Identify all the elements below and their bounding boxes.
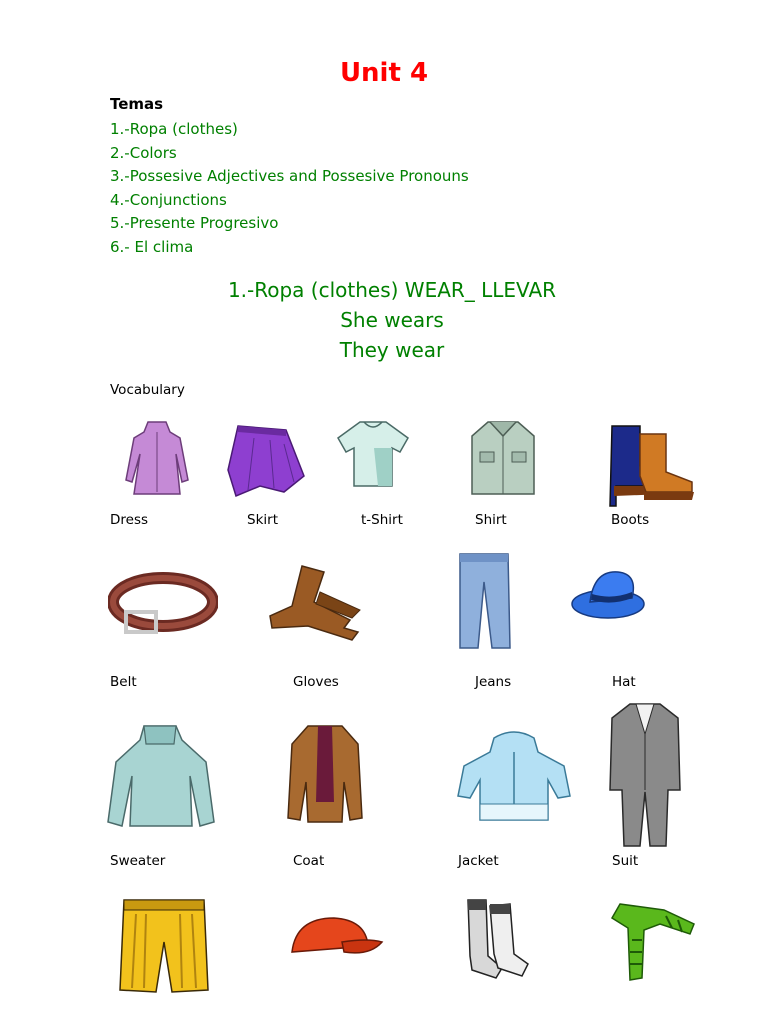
cap-image xyxy=(282,912,384,962)
shirt-image xyxy=(466,418,540,498)
temas-list xyxy=(110,118,469,260)
temas-item: 3.-Possesive Adjectives and Possesive Pronouns xyxy=(110,167,469,186)
label-hat: Hat xyxy=(612,674,636,690)
section-heading: 1.-Ropa (clothes) WEAR_ LLEVAR xyxy=(227,278,557,302)
gloves-image xyxy=(262,562,366,644)
temas-item: 4.-Conjunctions xyxy=(110,190,227,209)
jacket-image xyxy=(454,730,574,824)
temas-item: 2.-Colors xyxy=(110,143,177,162)
label-shirt: Shirt xyxy=(475,512,507,528)
socks-image xyxy=(462,896,530,980)
skirt-image xyxy=(224,420,308,498)
label-sweater: Sweater xyxy=(110,853,166,869)
dress-image xyxy=(118,418,196,498)
label-belt: Belt xyxy=(110,674,137,690)
boots-image xyxy=(606,420,698,510)
vocabulary-heading: Vocabulary xyxy=(110,382,185,398)
label-jacket: Jacket xyxy=(458,853,499,869)
temas-heading: Temas xyxy=(110,95,164,113)
temas-item: 6.- El clima xyxy=(110,237,194,256)
label-gloves: Gloves xyxy=(293,674,339,690)
coat-image xyxy=(282,722,368,826)
label-boots: Boots xyxy=(611,512,650,528)
label-skirt: Skirt xyxy=(247,512,278,528)
shorts-image xyxy=(116,896,210,996)
label-suit: Suit xyxy=(612,853,639,869)
temas-item: 5.-Presente Progresivo xyxy=(110,214,279,233)
tshirt-image xyxy=(334,418,412,492)
label-dress: Dress xyxy=(110,512,149,528)
label-coat: Coat xyxy=(293,853,325,869)
label-tshirt: t-Shirt xyxy=(361,512,403,528)
hat-image xyxy=(570,562,652,624)
temas-item: 1.-Ropa (clothes) xyxy=(110,120,238,138)
scarf-image xyxy=(606,900,698,986)
belt-image xyxy=(108,568,218,640)
suit-image xyxy=(608,700,682,850)
sweater-image xyxy=(104,722,216,834)
jeans-image xyxy=(454,552,514,652)
page-title: Unit 4 xyxy=(339,58,429,88)
section-line-they-wear: They wear xyxy=(339,338,445,362)
label-jeans: Jeans xyxy=(475,674,512,690)
section-line-she-wears: She wears xyxy=(340,308,444,332)
